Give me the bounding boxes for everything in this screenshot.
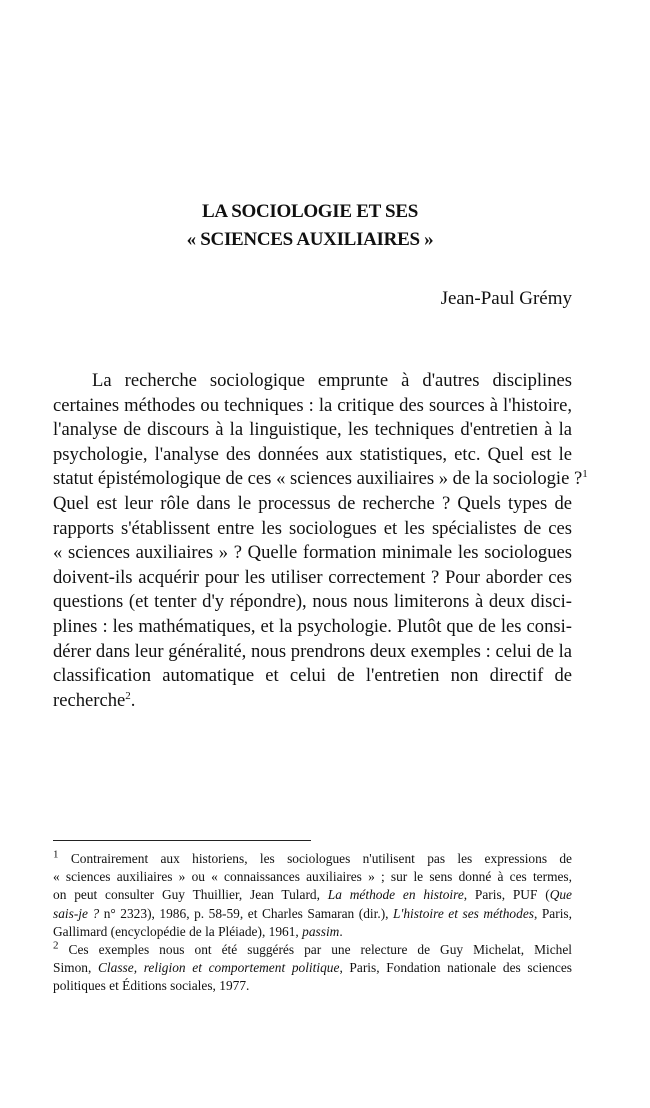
text-line [53, 566, 572, 591]
text-segment: doivent-ils acquérir pour les utiliser correctement ? Pour aborder ces [53, 566, 572, 588]
text-line [53, 492, 572, 517]
footnote-line [53, 850, 572, 868]
text-line [53, 369, 572, 394]
text-segment: . [130, 689, 136, 711]
text-line [53, 590, 572, 615]
text-line [53, 640, 572, 665]
text-segment: rapports s'établissent entre les sociologues et les spécialistes de ces [53, 517, 572, 539]
italic-text: La méthode en histoire [327, 887, 464, 903]
text-segment: Gallimard (encyclopédie de la Pléiade), 1961, [53, 923, 303, 939]
text-line [53, 664, 572, 689]
text-line [53, 517, 572, 542]
footnote-line [53, 868, 572, 886]
italic-text: passim [302, 923, 340, 939]
italic-text: sais-je ? [53, 905, 100, 921]
text-segment: Contrairement aux historiens, les sociologues n'utilisent pas les expressions de [58, 851, 572, 866]
text-segment: Simon, [53, 960, 98, 976]
text-segment: certaines méthodes ou techniques : la critique des sources à l'histoire, [53, 394, 572, 416]
text-segment: « sciences auxiliaires » ou « connaissances auxiliaires » ; sur le sens donné à ces termes, [53, 869, 572, 885]
chapter-title-line-1: LA SOCIOLOGIE ET SES [202, 201, 418, 222]
text-segment: La recherche sociologique emprunte à d'autres disciplines [92, 370, 572, 391]
body-paragraph [53, 369, 588, 713]
text-line [53, 615, 572, 640]
italic-text: Que [549, 887, 572, 903]
text-segment: , Paris, Fondation nationale des sciences [339, 960, 573, 976]
footnote-marker: 2 [125, 689, 131, 702]
italic-text: L'histoire et ses méthodes [393, 905, 534, 921]
text-segment: plines : les mathématiques, et la psychologie. Plutôt que de les consi- [53, 615, 572, 637]
text-segment: , Paris, [533, 905, 572, 921]
text-segment: Quel est leur rôle dans le processus de recherche ? Quels types de [53, 492, 572, 514]
text-segment: Ces exemples nous ont été suggérés par une relecture de Guy Michelat, Michel [58, 941, 572, 957]
footnote-line [53, 941, 572, 959]
text-segment: n° 2323), 1986, p. 58-59, et Charles Samaran (dir.), [99, 905, 394, 921]
text-line [53, 467, 588, 492]
text-segment: . [339, 923, 343, 939]
text-line [53, 418, 572, 443]
text-line [53, 443, 572, 468]
text-line [53, 689, 572, 714]
footnote-separator [53, 840, 311, 841]
text-segment: on peut consulter Guy Thuillier, Jean Tulard, [53, 887, 328, 903]
footnote-line [53, 905, 572, 923]
author-name: Jean-Paul Grémy [440, 288, 572, 309]
text-segment: statut épistémologique de ces « sciences auxiliaires » de la sociologie ? [53, 468, 583, 490]
text-segment: politiques et Éditions sociales, 1977. [53, 978, 250, 994]
footnote-line [53, 977, 572, 995]
text-segment: l'analyse de discours à la linguistique, les techniques d'entretien à la [53, 419, 572, 441]
footnote-line [53, 923, 572, 941]
text-segment: , Paris, PUF ( [463, 887, 550, 903]
text-segment: recherche [53, 689, 126, 711]
text-segment: questions (et tenter d'y répondre), nous nous limiterons à deux disci- [53, 591, 572, 613]
footnote-marker: 1 [53, 848, 59, 861]
text-segment: classification automatique et celui de l'entretien non directif de [53, 665, 572, 687]
footnote-marker: 2 [53, 939, 59, 952]
text-line [53, 394, 572, 419]
chapter-title-line-2: « SCIENCES AUXILIAIRES » [186, 229, 434, 250]
footnote-line [53, 959, 572, 977]
text-segment: « sciences auxiliaires » ? Quelle formation minimale les sociologues [53, 542, 572, 564]
text-line [53, 541, 572, 566]
footnotes [53, 850, 572, 996]
text-segment: psychologie, l'analyse des données aux statistiques, etc. Quel est le [53, 443, 572, 465]
italic-text: Classe, religion et comportement politique [97, 960, 340, 976]
footnote-line [53, 886, 572, 904]
footnote-marker: 1 [582, 468, 588, 481]
text-segment: dérer dans leur généralité, nous prendrons deux exemples : celui de la [53, 640, 572, 662]
